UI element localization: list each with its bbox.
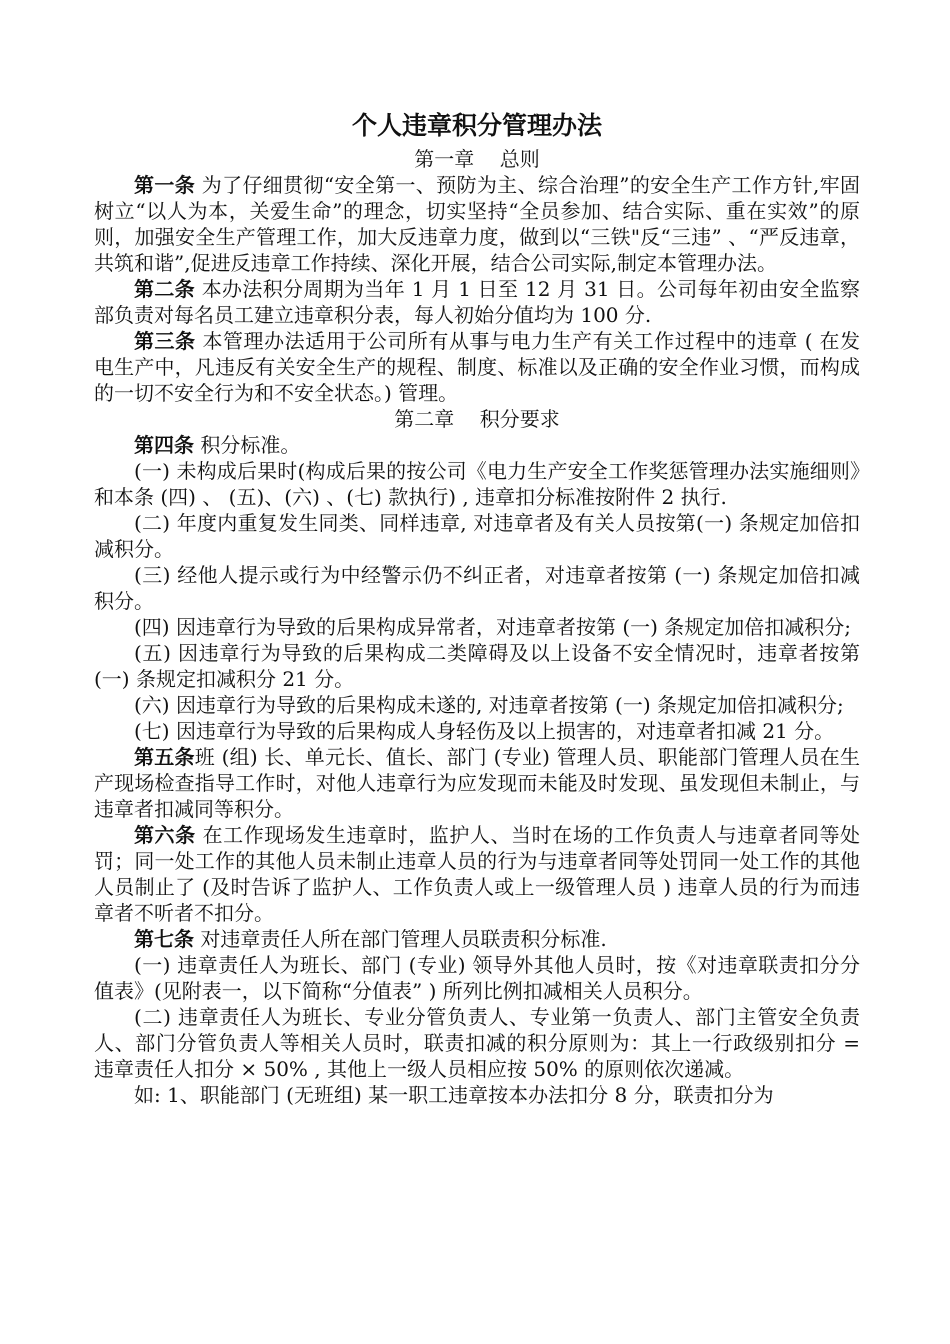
clause-text: (三) 经他人提示或行为中经警示仍不纠正者，对违章者按第 (一) 条规定加倍扣减积分。 [94, 563, 860, 613]
article-1 [94, 172, 860, 276]
article-6 [94, 822, 860, 926]
clause-4-4 [94, 614, 860, 640]
clause-text: (一) 违章责任人为班长、部门 (专业) 领导外其他人员时，按《对违章联责扣分分值表》(见附表一，以下简称“分值表” ) 所列比例扣减相关人员积分。 [94, 953, 860, 1003]
article-text: 本管理办法适用于公司所有从事与电力生产有关工作过程中的违章 ( 在发电生产中，凡违反有关安全生产的规程、制度、标准以及正确的安全作业习惯，而构成的一切不安全行为和不安全状态。) 管理。 [94, 329, 860, 405]
article-label: 第一条 [134, 173, 196, 197]
clause-text: (二) 年度内重复发生同类、同样违章, 对违章者及有关人员按第(一) 条规定加倍扣减积分。 [94, 511, 860, 561]
clause-4-7 [94, 718, 860, 744]
clause-4-2 [94, 510, 860, 562]
article-label: 第四条 [134, 433, 194, 457]
article-label: 第七条 [134, 927, 194, 951]
article-text: 对违章责任人所在部门管理人员联责积分标准. [194, 927, 607, 951]
article-label: 第二条 [134, 277, 196, 301]
article-text: 本办法积分周期为当年 1 月 1 日至 12 月 31 日。公司每年初由安全监察部负责对每名员工建立违章积分表，每人初始分值均为 100 分. [94, 277, 860, 327]
clause-text: (一) 未构成后果时(构成后果的按公司《电力生产安全工作奖惩管理办法实施细则》和本条 (四) 、 (五)、(六) 、(七) 款执行) , 违章扣分标准按附件 2 执行. [94, 459, 860, 509]
clause-text: (六) 因违章行为导致的后果构成未遂的, 对违章者按第 (一) 条规定加倍扣减积分; [134, 693, 844, 717]
chapter-2-heading: 第二章 积分要求 [394, 407, 560, 431]
article-2 [94, 276, 860, 328]
clause-4-6 [94, 692, 860, 718]
example-paragraph [94, 1082, 860, 1108]
clause-text: (四) 因违章行为导致的后果构成异常者，对违章者按第 (一) 条规定加倍扣减积分; [134, 615, 852, 639]
article-label: 第三条 [134, 329, 196, 353]
clause-7-2 [94, 1004, 860, 1082]
article-label: 第六条 [134, 823, 196, 847]
article-text: 为了仔细贯彻“安全第一、预防为主、综合治理”的安全生产工作方针,牢固树立“以人为本，关爱生命”的理念，切实坚持“全员参加、结合实际、重在实效”的原则，加强安全生产管理工作，加大反违章力度，做到以“三铁"反“三违” 、“严反违章，共筑和谐”,促进反违章工作持续、深化开展，结合公司实际,制定本管理办法。 [94, 173, 860, 275]
clause-7-1 [94, 952, 860, 1004]
clause-4-5 [94, 640, 860, 692]
document-page [94, 108, 860, 1108]
article-text: 班 (组) 长、单元长、值长、部门 (专业) 管理人员、职能部门管理人员在生产现场检查指导工作时，对他人违章行为应发现而未能及时发现、虽发现但未制止，与违章者扣减同等积分。 [94, 745, 861, 821]
clause-text: (七) 因违章行为导致的后果构成人身轻伤及以上损害的，对违章者扣减 21 分。 [134, 719, 835, 743]
example-text: 如: 1、职能部门 (无班组) 某一职工违章按本办法扣分 8 分，联责扣分为 [134, 1083, 774, 1107]
clause-text: (二) 违章责任人为班长、专业分管负责人、专业第一负责人、部门主管安全负责人、部门分管负责人等相关人员时，联责扣减的积分原则为：其上一行政级别扣分 = 违章责任人扣分 × 50% , 其他上一级人员相应按 50% 的原则依次递减。 [94, 1005, 860, 1081]
clause-text: (五) 因违章行为导致的后果构成二类障碍及以上设备不安全情况时，违章者按第 (一) 条规定扣减积分 21 分。 [94, 641, 860, 691]
article-text: 在工作现场发生违章时，监护人、当时在场的工作负责人与违章者同等处罚；同一处工作的其他人员未制止违章人员的行为与违章者同等处罚同一处工作的其他人员制止了 (及时告诉了监护人、工作负责人或上一级管理人员 ) 违章人员的行为而违章者不听者不扣分。 [94, 823, 861, 925]
chapter-1-heading: 第一章 总则 [414, 147, 540, 171]
article-label: 第五条 [134, 745, 195, 769]
document-title: 个人违章积分管理办法 [351, 111, 602, 140]
article-7 [94, 926, 860, 952]
clause-4-3 [94, 562, 860, 614]
article-3 [94, 328, 860, 406]
clause-4-1 [94, 458, 860, 510]
article-5 [94, 744, 860, 822]
article-text: 积分标准。 [194, 433, 301, 457]
article-4 [94, 432, 860, 458]
